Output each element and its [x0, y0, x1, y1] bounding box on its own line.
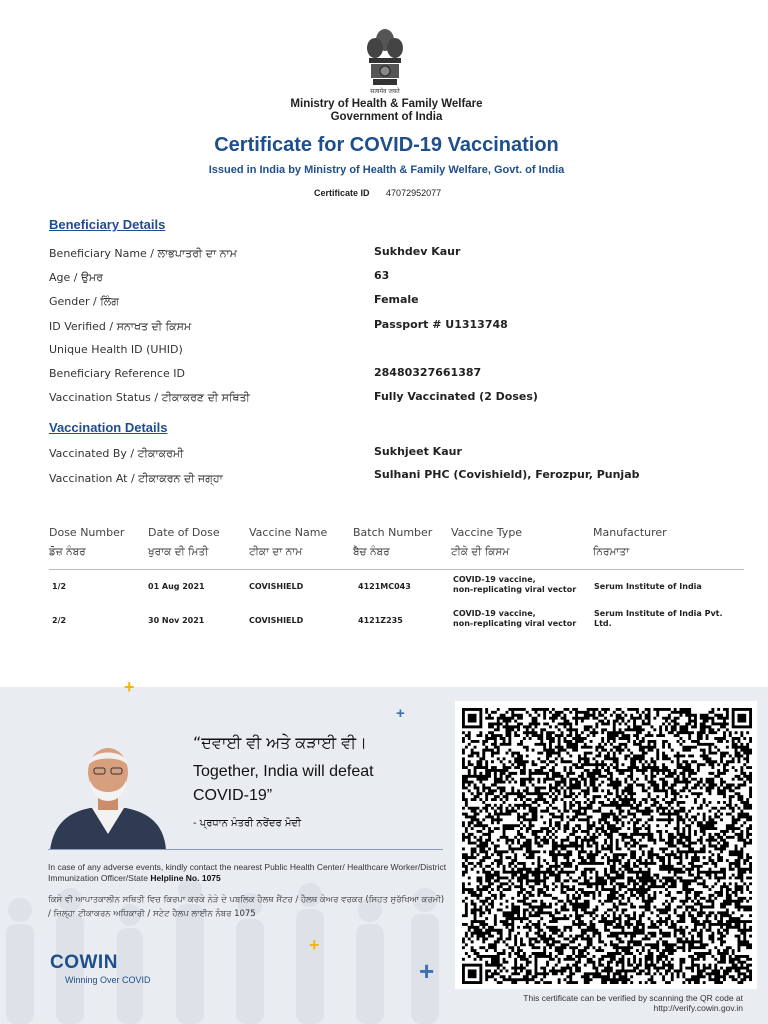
dose-date: 30 Nov 2021 — [148, 616, 205, 625]
emblem-motto: सत्यमेव जयते — [370, 88, 400, 95]
vaccine-type-line-1: COVID-19 vaccine, — [453, 575, 536, 584]
table-header-divider — [49, 569, 744, 570]
manufacturer — [594, 582, 702, 592]
th-date-of-dose: Date of Dose — [148, 526, 220, 539]
th-vaccine-name-pa: ਟੀਕਾ ਦਾ ਨਾਮ — [249, 546, 303, 558]
quote-attribution: - ਪ੍ਰਧਾਨ ਮੰਤਰੀ ਨਰੇਂਦਰ ਮੋਦੀ — [193, 818, 302, 829]
qr-code-image — [462, 708, 752, 984]
cowin-logo — [50, 952, 118, 974]
vaccine-type — [453, 575, 576, 595]
th-manufacturer-pa: ਨਿਰਮਾਤਾ — [593, 546, 630, 558]
quote-english: Together, India will defeat COVID-19” — [193, 763, 374, 804]
ministry-heading — [0, 98, 768, 124]
id-verified-value: Passport # U1313748 — [374, 318, 508, 331]
th-batch-number-pa: ਬੈਚ ਨੰਬਰ — [353, 546, 390, 558]
certificate-id-label: Certificate ID — [314, 188, 370, 198]
vaccine-name: COVISHIELD — [249, 616, 304, 625]
th-dose-number-pa: ਡੋਜ਼ ਨੰਬਰ — [49, 546, 86, 558]
th-dose-number: Dose Number — [49, 526, 125, 539]
vaccination-status-value: Fully Vaccinated (2 Doses) — [374, 390, 538, 403]
dose-number: 2/2 — [52, 616, 67, 625]
reference-id-label: Beneficiary Reference ID — [49, 367, 185, 380]
vaccine-type-line-2: non-replicating viral vector — [453, 619, 577, 628]
th-manufacturer: Manufacturer — [593, 526, 667, 539]
crowd-silhouette-illustration — [0, 860, 460, 1024]
quote-punjabi: “ਦਵਾਈ ਵੀ ਅਤੇ ਕੜਾਈ ਵੀ। — [193, 733, 367, 752]
adverse-events-notice — [48, 862, 448, 884]
manufacturer-line-2: Ltd. — [594, 619, 612, 628]
plus-decor-icon: + — [124, 677, 135, 697]
cowin-logo-text: COWIN — [50, 952, 118, 973]
certificate-id — [314, 188, 441, 198]
id-verified-label: ID Verified / ਸਨਾਖਤ ਦੀ ਕਿਸਮ — [49, 320, 192, 333]
adverse-events-text: In case of any adverse events, kindly contact the nearest Public Health Center/ Healthcare Worker/District Immunization Officer/State — [48, 862, 447, 883]
ministry-line-1: Ministry of Health & Family Welfare — [290, 98, 483, 110]
vaccine-type-line-2: non-replicating viral vector — [453, 585, 577, 594]
pm-portrait-image — [48, 738, 168, 850]
reference-id-value: 28480327661387 — [374, 366, 482, 379]
plus-decor-icon: + — [396, 705, 405, 722]
verify-note-line-2: http://verify.cowin.gov.in — [653, 1003, 743, 1013]
verify-note — [470, 993, 743, 1013]
certificate-id-value: 47072952077 — [386, 188, 442, 198]
national-emblem-icon — [360, 24, 410, 94]
vaccinated-at-value: Sulhani PHC (Covishield), Ferozpur, Punjab — [374, 468, 640, 481]
age-value: 63 — [374, 269, 390, 282]
manufacturer-line-1: Serum Institute of India Pvt. — [594, 609, 723, 618]
issued-by-text: Issued in India by Ministry of Health & Family Welfare, Govt. of India — [208, 164, 565, 176]
verify-note-line-1: This certificate can be verified by scanning the QR code at — [523, 993, 743, 1003]
gender-value: Female — [374, 293, 419, 306]
plus-decor-icon: + — [309, 935, 320, 955]
vaccination-status-label: Vaccination Status / ਟੀਕਾਕਰਣ ਦੀ ਸਥਿਤੀ — [49, 391, 250, 404]
manufacturer — [594, 609, 723, 629]
th-batch-number: Batch Number — [353, 526, 433, 539]
quote-divider — [48, 849, 443, 850]
beneficiary-name-value: Sukhdev Kaur — [374, 245, 461, 258]
th-vaccine-type: Vaccine Type — [451, 526, 523, 539]
vaccinated-at-label: Vaccination At / ਟੀਕਾਕਰਨ ਦੀ ਜਗ੍ਹਾ — [49, 472, 223, 485]
cowin-tagline: Winning Over COVID — [65, 975, 151, 985]
batch-number: 4121Z235 — [358, 616, 403, 625]
vaccinated-by-value: Sukhjeet Kaur — [374, 445, 462, 458]
vaccine-type — [453, 609, 576, 629]
batch-number: 4121MC043 — [358, 582, 411, 591]
vaccine-name: COVISHIELD — [249, 582, 304, 591]
dose-date: 01 Aug 2021 — [148, 582, 205, 591]
vaccination-section-title: Vaccination Details — [49, 420, 168, 435]
age-label: Age / ਉਮਰ — [49, 271, 103, 284]
helpline-number: Helpline No. 1075 — [150, 873, 221, 883]
beneficiary-section-title: Beneficiary Details — [49, 217, 166, 232]
vaccine-type-line-1: COVID-19 vaccine, — [453, 609, 536, 618]
th-vaccine-type-pa: ਟੀਕੇ ਦੀ ਕਿਸਮ — [451, 546, 510, 558]
gender-label: Gender / ਲਿੰਗ — [49, 295, 119, 308]
beneficiary-name-label: Beneficiary Name / ਲਾਭਪਾਤਰੀ ਦਾ ਨਾਮ — [49, 247, 237, 260]
ministry-line-2: Government of India — [330, 111, 443, 123]
dose-number: 1/2 — [52, 582, 67, 591]
th-date-of-dose-pa: ਖੁਰਾਕ ਦੀ ਮਿਤੀ — [148, 546, 209, 558]
adverse-events-notice-pa: ਕਿਸੇ ਵੀ ਆਪਾਤਕਾਲੀਨ ਸਥਿਤੀ ਵਿਚ ਕਿਰਪਾ ਕਰਕੇ ਨੇੜੇ ਦੇ ਪਬਲਿਕ ਹੈਲਥ ਸੈਂਟਰ / ਹੈਲਥ ਕੇਅਰ ਵਰਕਰ (ਸਿਹਤ ਸੁਰੱਖਿਆ ਕਰਮੀ) / ਜ਼ਿਲ੍ਹਾ ਟੀਕਾਕਰਨ ਅਧਿਕਾਰੀ / ਸਟੇਟ ਹੈਲਪ ਲਾਈਨ ਨੰਬਰ 1075 — [48, 895, 445, 919]
vaccinated-by-label: Vaccinated By / ਟੀਕਾਕਰਮੀ — [49, 447, 184, 460]
plus-decor-icon: + — [419, 956, 435, 986]
manufacturer-line-1: Serum Institute of India — [594, 582, 702, 591]
th-vaccine-name: Vaccine Name — [249, 526, 328, 539]
uhid-label: Unique Health ID (UHID) — [49, 343, 183, 356]
certificate-title: Certificate for COVID-19 Vaccination — [214, 134, 559, 156]
